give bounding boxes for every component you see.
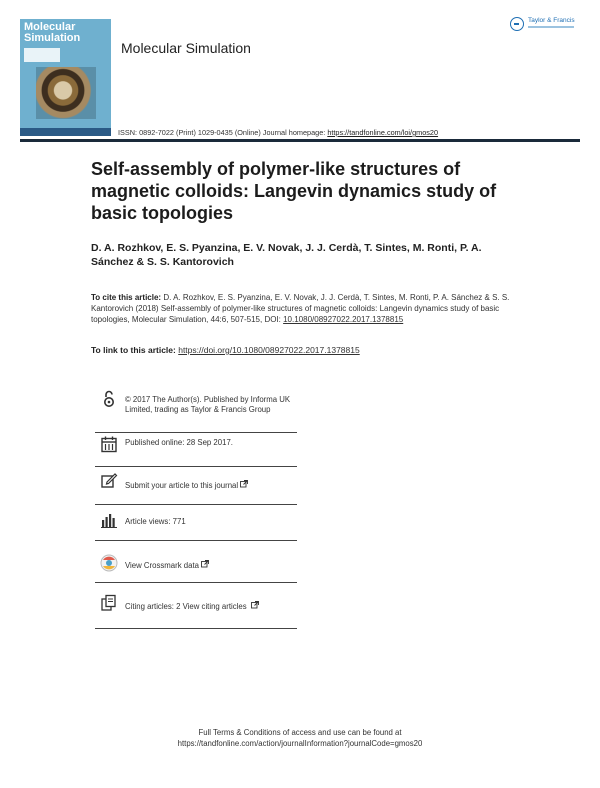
external-link-icon xyxy=(251,601,259,609)
journal-homepage-link[interactable]: https://tandfonline.com/loi/gmos20 xyxy=(327,128,439,137)
published-row xyxy=(95,432,297,467)
footer-url[interactable]: https://tandfonline.com/action/journalInformation?journalCode=gmos20 xyxy=(177,739,423,748)
publisher-logo-text: Taylor & Francis xyxy=(528,17,575,24)
cover-artwork xyxy=(36,67,96,119)
publisher-logo-stripe xyxy=(528,26,574,28)
article-link-label: To link to this article: xyxy=(91,345,179,355)
citation-block xyxy=(91,292,511,325)
cover-title: Molecular Simulation xyxy=(24,21,81,44)
cover-label-block xyxy=(24,48,60,62)
citation-text: D. A. Rozhkov, E. S. Pyanzina, E. V. Novak, J. J. Cerdà, T. Sintes, M. Ronti, P. A. Sánchez & S. S. Kantorovich (2018) Self-assembly of polymer-like structures of magnetic colloids: Langevin dynamics study of basic topologies, Molecular Simulation, 44:6, 507-515, DOI: xyxy=(91,293,510,324)
edit-icon xyxy=(100,472,118,490)
crossmark-icon xyxy=(100,554,118,572)
external-link-icon xyxy=(201,560,209,568)
journal-cover[interactable] xyxy=(20,19,111,136)
header-divider xyxy=(20,139,580,142)
issn-text: ISSN: 0892-7022 (Print) 1029-0435 (Online) Journal homepage: xyxy=(118,128,328,137)
citing-articles-link[interactable] xyxy=(125,601,300,612)
crossmark-link-label: View Crossmark data xyxy=(125,561,199,570)
publisher-logo-icon xyxy=(510,17,524,31)
citations-icon xyxy=(100,594,118,612)
footer xyxy=(0,727,600,749)
citation-label: To cite this article: xyxy=(91,293,162,302)
submit-link-label: Submit your article to this journal xyxy=(125,481,239,490)
crossmark-link[interactable] xyxy=(125,560,300,571)
open-access-icon xyxy=(100,390,118,408)
article-title: Self-assembly of polymer-like structures of magnetic colloids: Langevin dynamics study of basic topologies xyxy=(91,159,497,223)
footer-terms: Full Terms & Conditions of access and use can be found at xyxy=(198,728,402,737)
publisher-logo[interactable] xyxy=(510,16,586,36)
cover-bar xyxy=(20,128,111,136)
issn-line xyxy=(118,128,438,137)
submit-link[interactable] xyxy=(125,480,300,491)
external-link-icon xyxy=(240,480,248,488)
bar-chart-icon xyxy=(100,511,118,529)
license-text: © 2017 The Author(s). Published by Informa UK Limited, trading as Taylor & Francis Group xyxy=(125,395,291,414)
journal-name[interactable]: Molecular Simulation xyxy=(121,40,251,56)
citing-row[interactable] xyxy=(95,582,297,629)
published-date: Published online: 28 Sep 2017. xyxy=(125,438,233,447)
article-link-line xyxy=(91,345,511,356)
doi-link[interactable]: 10.1080/08927022.2017.1378815 xyxy=(283,315,404,324)
open-access-row xyxy=(95,382,297,433)
article-link[interactable]: https://doi.org/10.1080/08927022.2017.1378815 xyxy=(178,345,360,355)
calendar-icon xyxy=(100,435,118,453)
citing-articles-label: Citing articles: 2 View citing articles xyxy=(125,602,247,611)
crossmark-row[interactable] xyxy=(95,540,297,583)
article-views: Article views: 771 xyxy=(125,517,186,526)
views-row xyxy=(95,504,297,541)
article-authors: D. A. Rozhkov, E. S. Pyanzina, E. V. Novak, J. J. Cerdà, T. Sintes, M. Ronti, P. A. Sánchez & S. S. Kantorovich xyxy=(91,242,482,268)
submit-row[interactable] xyxy=(95,466,297,505)
